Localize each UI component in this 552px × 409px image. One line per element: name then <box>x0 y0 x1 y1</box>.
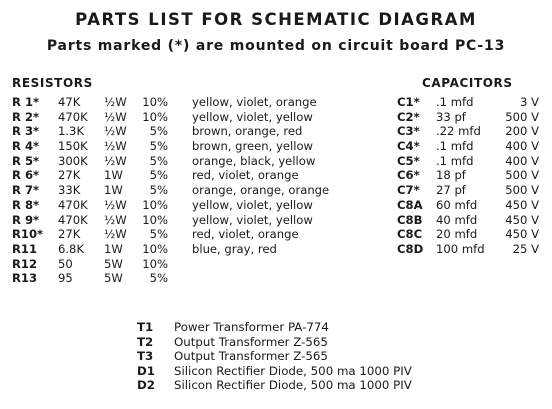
part-designator: D2 <box>137 378 156 392</box>
capacitor-designator: C8C <box>397 227 423 242</box>
capacitor-voltage: 400 V <box>505 139 539 154</box>
resistor-value: 470K <box>58 212 88 227</box>
capacitor-value: 33 pf <box>436 109 466 124</box>
resistor-wattage: ½W <box>104 95 127 109</box>
capacitor-voltage: 450 V <box>505 227 539 242</box>
resistor-tolerance: 5% <box>149 124 168 139</box>
resistor-wattage: 5W <box>104 256 123 271</box>
resistor-value: 27K <box>58 168 81 183</box>
capacitor-value: 18 pf <box>436 168 466 183</box>
resistor-value: 33K <box>58 183 81 198</box>
part-designator: T1 <box>137 320 154 334</box>
capacitor-designator: C2* <box>397 109 420 124</box>
resistor-color-code: yellow, violet, yellow <box>192 197 313 212</box>
resistor-value: 47K <box>58 95 81 109</box>
resistor-tolerance: 10% <box>142 241 168 256</box>
capacitor-designator: C1* <box>397 95 420 109</box>
resistor-wattage: ½W <box>104 109 127 124</box>
resistor-value: 470K <box>58 109 88 124</box>
page-title: PARTS LIST FOR SCHEMATIC DIAGRAM <box>75 10 477 29</box>
resistor-designator: R 1* <box>12 95 40 109</box>
capacitor-designator: C8B <box>397 212 423 227</box>
resistor-tolerance: 10% <box>142 95 168 109</box>
resistor-designator: R 2* <box>12 109 40 124</box>
capacitor-designator: C3* <box>397 124 420 139</box>
capacitor-value: .1 mfd <box>436 95 474 109</box>
part-designator: T3 <box>137 349 154 363</box>
resistor-wattage: 1W <box>104 241 123 256</box>
resistor-wattage: 5W <box>104 271 123 286</box>
capacitor-designator: C4* <box>397 139 420 154</box>
resistor-value: 470K <box>58 197 88 212</box>
resistor-wattage: ½W <box>104 124 127 139</box>
capacitor-value: 27 pf <box>436 183 466 198</box>
page-subtitle: Parts marked (*) are mounted on circuit board PC-13 <box>46 38 506 54</box>
part-description: Output Transformer Z-565 <box>174 349 328 363</box>
resistor-value: 300K <box>58 153 88 168</box>
capacitor-voltage: 450 V <box>505 212 539 227</box>
resistor-tolerance: 5% <box>149 153 168 168</box>
resistor-designator: R 4* <box>12 139 40 154</box>
capacitor-value: 100 mfd <box>436 241 485 256</box>
capacitors-heading: CAPACITORS <box>422 76 513 90</box>
resistor-color-code: orange, black, yellow <box>192 153 316 168</box>
capacitor-voltage: 200 V <box>505 124 539 139</box>
resistor-color-code: yellow, violet, orange <box>192 95 317 109</box>
capacitor-value: .1 mfd <box>436 153 474 168</box>
part-description: Output Transformer Z-565 <box>174 334 328 349</box>
capacitor-voltage: 400 V <box>505 153 539 168</box>
resistor-color-code: red, violet, orange <box>192 168 299 183</box>
part-designator: D1 <box>137 363 156 378</box>
capacitor-designator: C8A <box>397 197 423 212</box>
resistor-designator: R10* <box>12 227 44 242</box>
resistor-designator: R13 <box>12 271 38 286</box>
resistor-color-code: brown, green, yellow <box>192 139 314 154</box>
part-description: Silicon Rectifier Diode, 500 ma 1000 PIV <box>174 363 412 378</box>
resistor-color-code: brown, orange, red <box>192 124 303 139</box>
capacitor-voltage: 25 V <box>512 241 539 256</box>
resistor-value: 95 <box>58 271 73 286</box>
capacitor-designator: C8D <box>397 241 424 256</box>
resistor-designator: R 9* <box>12 212 40 227</box>
capacitor-value: 20 mfd <box>436 227 478 242</box>
capacitor-designator: C7* <box>397 183 420 198</box>
capacitor-voltage: 500 V <box>505 109 539 124</box>
resistor-wattage: ½W <box>104 153 127 168</box>
resistor-wattage: 1W <box>104 168 123 183</box>
resistor-value: 27K <box>58 227 81 242</box>
part-designator: T2 <box>137 334 154 349</box>
resistor-value: 50 <box>58 256 73 271</box>
part-description: Silicon Rectifier Diode, 500 ma 1000 PIV <box>174 378 412 392</box>
resistor-wattage: ½W <box>104 212 127 227</box>
resistor-designator: R 5* <box>12 153 40 168</box>
resistor-color-code: red, violet, orange <box>192 227 299 242</box>
resistor-tolerance: 5% <box>149 271 168 286</box>
resistor-tolerance: 5% <box>149 183 168 198</box>
resistor-value: 1.3K <box>58 124 85 139</box>
resistors-heading: RESISTORS <box>12 76 93 90</box>
resistor-wattage: ½W <box>104 197 127 212</box>
part-description: Power Transformer PA-774 <box>174 320 329 334</box>
resistor-tolerance: 10% <box>142 197 168 212</box>
resistor-tolerance: 10% <box>142 109 168 124</box>
resistor-color-code: yellow, violet, yellow <box>192 212 313 227</box>
resistor-designator: R 8* <box>12 197 40 212</box>
capacitor-value: .22 mfd <box>436 124 481 139</box>
resistor-tolerance: 10% <box>142 256 168 271</box>
capacitor-value: .1 mfd <box>436 139 474 154</box>
capacitor-value: 40 mfd <box>436 212 478 227</box>
capacitor-voltage: 450 V <box>505 197 539 212</box>
resistor-designator: R 6* <box>12 168 40 183</box>
capacitor-designator: C5* <box>397 153 420 168</box>
capacitor-voltage: 500 V <box>505 168 539 183</box>
resistor-tolerance: 5% <box>149 227 168 242</box>
resistor-color-code: orange, orange, orange <box>192 183 330 198</box>
resistor-designator: R12 <box>12 256 38 271</box>
resistor-designator: R 3* <box>12 124 40 139</box>
resistor-tolerance: 5% <box>149 168 168 183</box>
resistor-value: 150K <box>58 139 88 154</box>
resistor-value: 6.8K <box>58 241 85 256</box>
resistor-designator: R 7* <box>12 183 40 198</box>
resistor-color-code: yellow, violet, yellow <box>192 109 313 124</box>
capacitor-designator: C6* <box>397 168 420 183</box>
resistor-wattage: ½W <box>104 227 127 242</box>
resistor-wattage: 1W <box>104 183 123 198</box>
resistor-color-code: blue, gray, red <box>192 241 277 256</box>
capacitor-value: 60 mfd <box>436 197 478 212</box>
capacitor-voltage: 500 V <box>505 183 539 198</box>
resistor-designator: R11 <box>12 241 38 256</box>
capacitor-voltage: 3 V <box>520 95 539 109</box>
resistor-tolerance: 10% <box>142 212 168 227</box>
resistor-tolerance: 5% <box>149 139 168 154</box>
resistor-wattage: ½W <box>104 139 127 154</box>
